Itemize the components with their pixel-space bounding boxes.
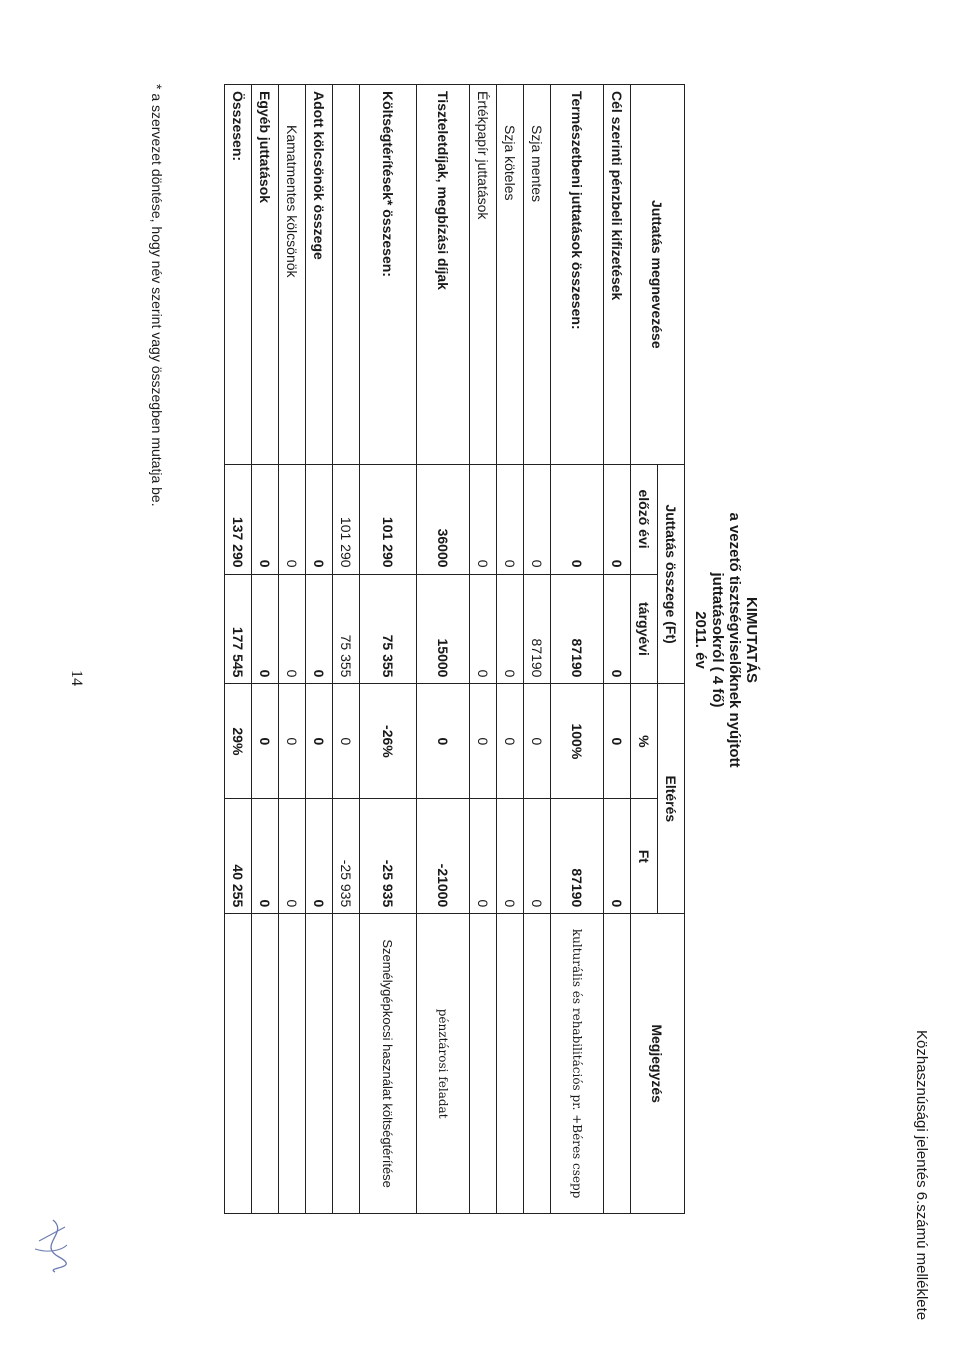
row-curr: 0: [306, 574, 333, 684]
table-body: [225, 85, 631, 1214]
row-prev: 0: [604, 464, 631, 574]
row-pct: 0: [524, 684, 551, 799]
row-prev: 0: [306, 464, 333, 574]
row-pct: 0: [497, 684, 524, 799]
table-row: [360, 85, 417, 1214]
row-name: Értékpapír juttatások: [470, 85, 497, 465]
row-name: Költségtérítések* összesen:: [360, 85, 417, 465]
table-row: [279, 85, 306, 1214]
row-prev: 0: [524, 464, 551, 574]
row-note: [225, 914, 252, 1214]
row-prev: 0: [551, 464, 604, 574]
benefits-table: [224, 84, 685, 1214]
header-name: Juttatás megnevezése: [631, 85, 685, 465]
row-name: Kamatmentes kölcsönök: [279, 85, 306, 465]
table-row: [604, 85, 631, 1214]
row-note: pénztárosi feladat: [417, 914, 470, 1214]
row-pct: 0: [333, 684, 360, 799]
row-ft: -25 935: [333, 799, 360, 914]
row-ft: -25 935: [360, 799, 417, 914]
row-name: Adott kölcsönök összege: [306, 85, 333, 465]
row-note: [306, 914, 333, 1214]
row-note: Személygépkocsi használat költségtérítése: [360, 914, 417, 1214]
row-note: [524, 914, 551, 1214]
row-note: [252, 914, 279, 1214]
row-ft: 0: [524, 799, 551, 914]
row-name: Szja mentes: [524, 85, 551, 465]
row-curr: 177 545: [225, 574, 252, 684]
row-curr: 75 355: [333, 574, 360, 684]
row-note: kulturális és rehabilitációs pr. +Béres csepp: [551, 914, 604, 1214]
footnote: * a szervezet döntése, hogy név szerint vagy összegben mutatja be.: [149, 84, 165, 507]
row-pct: -26%: [360, 684, 417, 799]
page-number: 14: [68, 670, 85, 686]
row-curr: 75 355: [360, 574, 417, 684]
title-line-1: KIMUTATÁS: [743, 596, 760, 684]
row-prev: 137 290: [225, 464, 252, 574]
row-pct: 0: [470, 684, 497, 799]
row-name: Tiszteletdíjak, megbízási díjak: [417, 85, 470, 465]
row-curr: 0: [604, 574, 631, 684]
row-note: [279, 914, 306, 1214]
row-name: Összesen:: [225, 85, 252, 465]
row-curr: 0: [470, 574, 497, 684]
title-line-3: juttatásokról ( 4 fő): [709, 572, 726, 708]
table-row: [333, 85, 360, 1214]
row-ft: 0: [470, 799, 497, 914]
row-prev: 36000: [417, 464, 470, 574]
row-name: [333, 85, 360, 465]
row-ft: 0: [497, 799, 524, 914]
row-ft: 0: [279, 799, 306, 914]
table-row: [551, 85, 604, 1214]
table-row: [252, 85, 279, 1214]
table-row: [225, 85, 252, 1214]
header-note: Megjegyzés: [631, 914, 685, 1214]
table-row: [524, 85, 551, 1214]
row-name: Szja köteles: [497, 85, 524, 465]
row-ft: 0: [604, 799, 631, 914]
header-amount: Juttatás összege (Ft): [658, 464, 685, 684]
header-diff: Eltérés: [658, 684, 685, 914]
row-pct: 29%: [225, 684, 252, 799]
row-name: Természetbeni juttatások összesen:: [551, 85, 604, 465]
row-note: [470, 914, 497, 1214]
row-prev: 0: [279, 464, 306, 574]
row-name: Cél szerinti pénzbeli kifizetések: [604, 85, 631, 465]
header-prev: előző évi: [631, 464, 658, 574]
row-ft: 87190: [551, 799, 604, 914]
row-note: [333, 914, 360, 1214]
row-curr: 0: [497, 574, 524, 684]
row-prev: 0: [497, 464, 524, 574]
row-pct: 0: [417, 684, 470, 799]
row-ft: -21000: [417, 799, 470, 914]
row-prev: 101 290: [333, 464, 360, 574]
table-header: [631, 85, 685, 1214]
row-curr: 15000: [417, 574, 470, 684]
row-prev: 0: [252, 464, 279, 574]
row-ft: 0: [306, 799, 333, 914]
row-name: Egyéb juttatások: [252, 85, 279, 465]
row-curr: 87190: [524, 574, 551, 684]
table-row: [306, 85, 333, 1214]
table-row: [497, 85, 524, 1214]
row-pct: 0: [604, 684, 631, 799]
row-pct: 0: [252, 684, 279, 799]
header-ft: Ft: [631, 799, 658, 914]
title-line-2: a vezető tisztségviselőknek nyújtott: [726, 512, 743, 768]
table-row: [417, 85, 470, 1214]
row-pct: 100%: [551, 684, 604, 799]
annex-label: Közhasznúsági jelentés 6.számú melléklete: [913, 1030, 930, 1321]
row-prev: 0: [470, 464, 497, 574]
signature-mark: [30, 1215, 75, 1275]
row-ft: 0: [252, 799, 279, 914]
row-prev: 101 290: [360, 464, 417, 574]
document-title: [692, 90, 760, 1190]
row-note: [604, 914, 631, 1214]
row-curr: 87190: [551, 574, 604, 684]
row-pct: 0: [279, 684, 306, 799]
table-row: [470, 85, 497, 1214]
title-line-4: 2011. év: [692, 611, 709, 669]
header-curr: tárgyévi: [631, 574, 658, 684]
row-curr: 0: [252, 574, 279, 684]
row-note: [497, 914, 524, 1214]
row-pct: 0: [306, 684, 333, 799]
header-pct: %: [631, 684, 658, 799]
row-curr: 0: [279, 574, 306, 684]
row-ft: 40 255: [225, 799, 252, 914]
